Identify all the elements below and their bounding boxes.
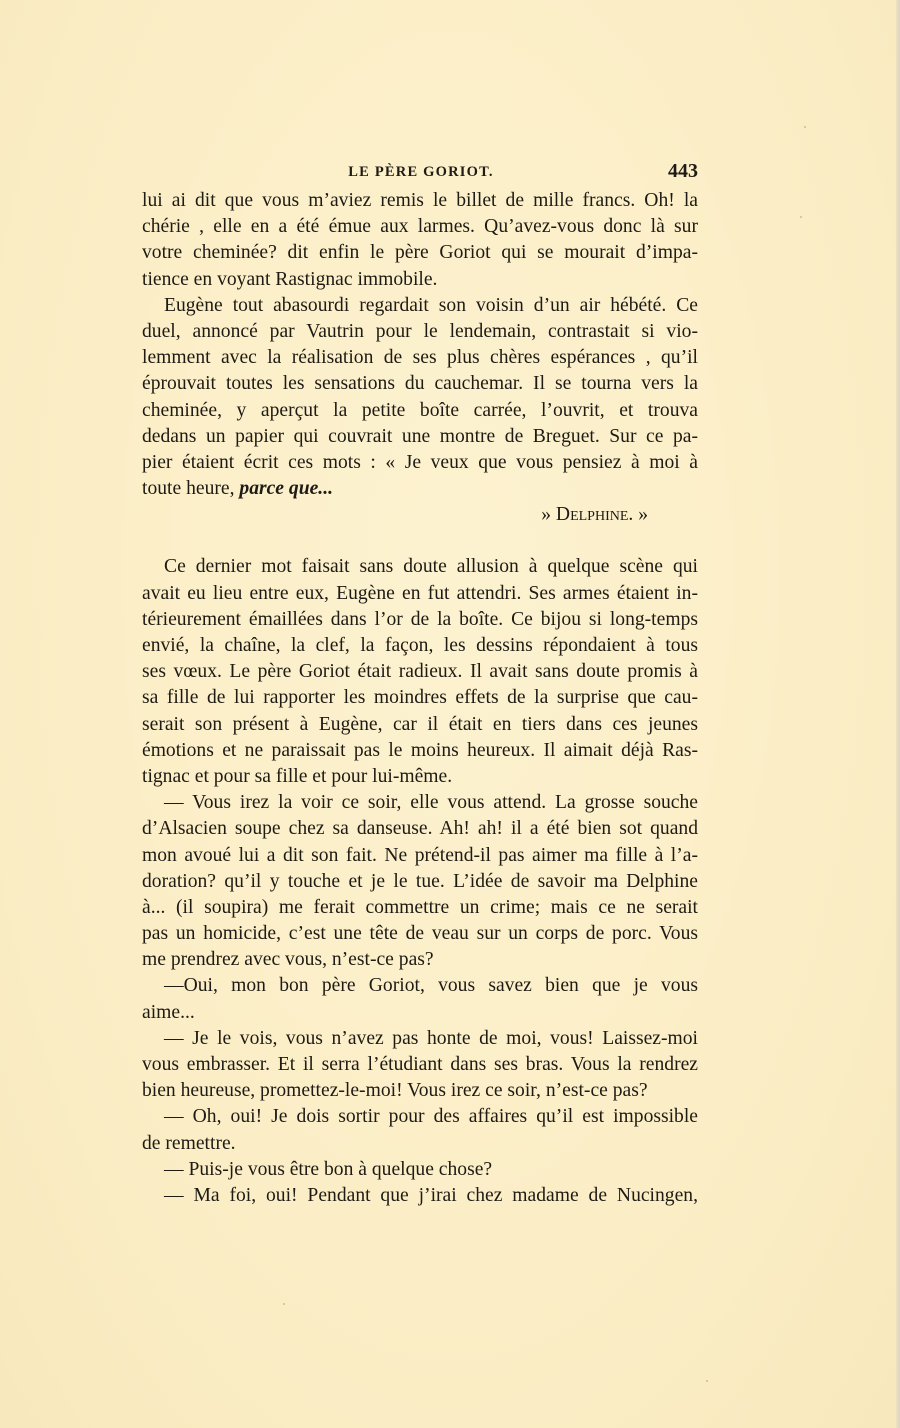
text-line: avait eu lieu entre eux, Eugène en fut attendri. Ses armes étaient in- (142, 582, 698, 604)
text-line: tignac et pour sa fille et pour lui-même. (142, 765, 453, 787)
signature: » Delphine. » (541, 504, 648, 526)
text-line: sa fille de lui rapporter les moindres effets de la surprise que cau- (142, 687, 698, 709)
text-line: — Vous irez la voir ce soir, elle vous attend. La grosse souche (164, 792, 698, 814)
paragraph (142, 1026, 698, 1105)
text-line: à... (il soupira) me ferait commettre un crime; mais ce ne serait (142, 896, 698, 918)
text-line: dedans un papier qui couvrait une montre de Breguet. Sur ce pa- (142, 425, 698, 447)
paper-speck (800, 216, 802, 218)
text-line: votre cheminée? dit enfin le père Goriot qui se mourait d’impa- (142, 242, 698, 264)
paper-speck (283, 1303, 285, 1305)
text-line: pier étaient écrit ces mots : « Je veux que vous pensiez à moi à (142, 451, 698, 473)
text-line: envié, la chaîne, la clef, la façon, les dessins répondaient à tous (142, 635, 698, 656)
text-line: doration? qu’il y touche et je le tue. L’idée de savoir ma Delphine (142, 870, 698, 892)
text-line: — Ma foi, oui! Pendant que j’irai chez madame de Nucingen, (164, 1184, 698, 1206)
text-line: me prendrez avec vous, n’est-ce pas? (142, 949, 434, 971)
text-line: — Oh, oui! Je dois sortir pour des affaires qu’il est impossible (164, 1106, 698, 1128)
blank-space (142, 528, 698, 554)
paragraph (142, 1104, 698, 1156)
text-line: lui ai dit que vous m’aviez remis le billet de mille francs. Oh! la (142, 190, 698, 211)
text-line (142, 476, 698, 502)
text-line: — Je le vois, vous n’avez pas honte de moi, vous! Laissez-moi (164, 1027, 698, 1049)
text-line: vous embrasser. Et il serra l’étudiant dans ses bras. Vous la rendrez (142, 1054, 698, 1075)
text-span: toute heure, (142, 478, 240, 500)
paragraph (142, 790, 698, 973)
text-line: tience en voyant Rastignac immobile. (142, 268, 438, 290)
text-line: Ce dernier mot faisait sans doute allusion à quelque scène qui (164, 556, 698, 578)
text-line: —Oui, mon bon père Goriot, vous savez bien que je vous (164, 975, 698, 997)
text-line: ses vœux. Le père Goriot était radieux. Il avait sans doute promis à (142, 661, 698, 683)
text-line: chérie , elle en a été émue aux larmes. Qu’avez-vous donc là sur (142, 216, 698, 238)
text-line: serait son présent à Eugène, car il était en tiers dans ces jeunes (142, 713, 698, 735)
page-number: 443 (668, 160, 698, 182)
text-line: duel, annoncé par Vautrin pour le lendemain, contrastait si vio- (142, 320, 698, 342)
paragraph (142, 554, 698, 790)
paper-speck (706, 1380, 708, 1382)
page-edge (896, 0, 900, 1428)
body-text (142, 188, 698, 1209)
text-line: éprouvait toutes les sensations du cauchemar. Il se tourna vers la (142, 373, 698, 395)
italic-text: parce que... (239, 478, 333, 500)
text-line: de remettre. (142, 1132, 236, 1154)
page-header (142, 160, 700, 188)
text-line: cheminée, y aperçut la petite boîte carrée, l’ouvrit, et trouva (142, 399, 698, 421)
text-line: aime... (142, 1001, 195, 1023)
text-line: bien heureuse, promettez-le-moi! Vous irez ce soir, n’est-ce pas? (142, 1080, 648, 1102)
paragraph (142, 188, 698, 293)
paragraph (142, 1157, 698, 1183)
text-line: émotions et ne paraissait pas le moins heureux. Il aimait déjà Ras- (142, 739, 698, 761)
text-line: pas un homicide, c’est une tête de veau sur un corps de porc. Vous (142, 923, 698, 945)
paragraph (142, 1183, 698, 1209)
text-line: térieurement émaillées dans l’or de la boîte. Ce bijou si long-temps (142, 608, 698, 630)
text-line: — Puis-je vous être bon à quelque chose? (164, 1158, 493, 1180)
paper-speck (804, 126, 806, 128)
paragraph (142, 973, 698, 1025)
text-line: Eugène tout abasourdi regardait son voisin d’un air hébété. Ce (164, 294, 698, 316)
running-title: LE PÈRE GORIOT. (348, 164, 494, 180)
text-line: d’Alsacien soupe chez sa danseuse. Ah! ah! il a été bien sot quand (142, 818, 698, 840)
paragraph (142, 293, 698, 529)
text-line: mon avoué lui a dit son fait. Ne prétend-il pas aimer ma fille à l’a- (142, 844, 698, 866)
text-line: lemment avec la réalisation de ses plus chères espérances , qu’il (142, 347, 698, 369)
